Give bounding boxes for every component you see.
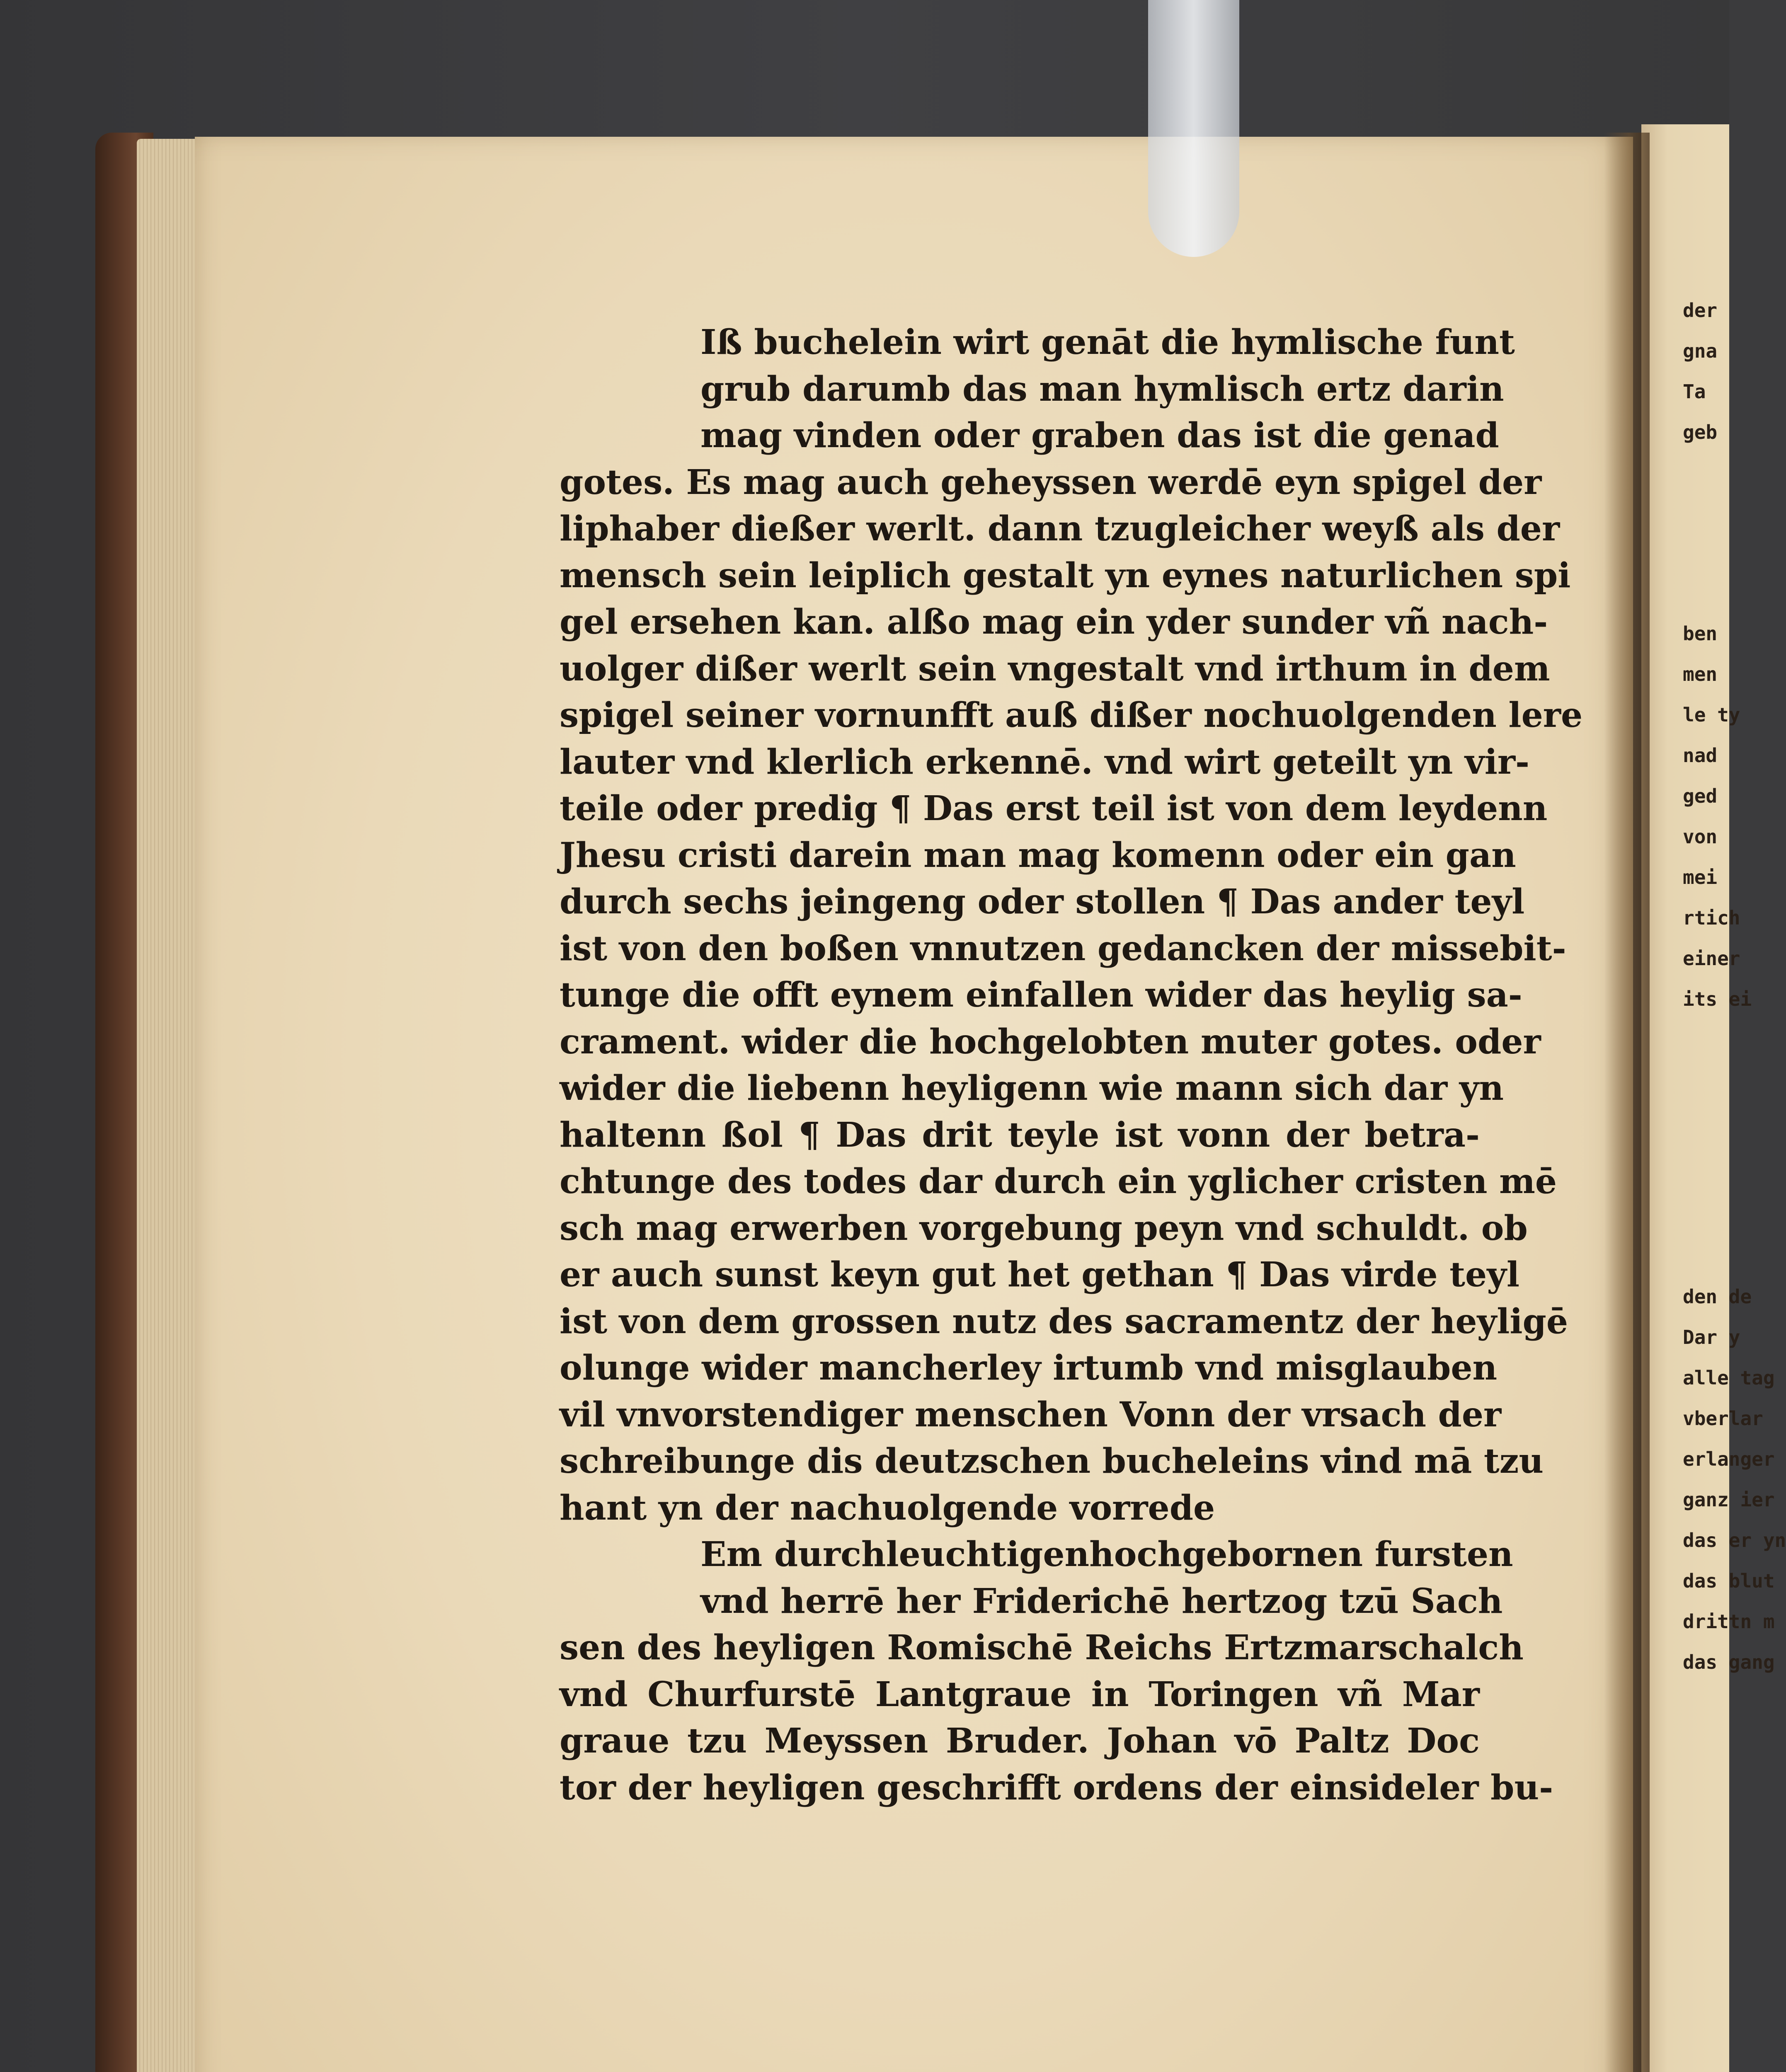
text-line: sen des heyligen Romischē Reichs Ertzmarschalch (560, 1628, 1524, 1668)
fragment-text: ged (1683, 785, 1718, 807)
text-line: schreibunge dis deutzschen bucheleins vind mā tzu (560, 1441, 1544, 1481)
fragment-text: men (1683, 663, 1718, 685)
text-line: Em durchleuchtigenhochgebornen fursten (700, 1535, 1513, 1574)
text-line: grub darumb das man hymlisch ertz darin (700, 369, 1504, 409)
fragment-text: gna (1683, 340, 1718, 362)
fragment-text: Ta (1683, 380, 1706, 403)
text-line: mensch sein leiplich gestalt yn eynes naturlichen spi (560, 555, 1571, 595)
text-line: lauter vnd klerlich erkennē. vnd wirt geteilt yn vir- (560, 742, 1530, 782)
fragment-text: einer (1683, 947, 1740, 970)
text-line: graue tzu Meyssen Bruder. Johan vō Paltz Doc (560, 1721, 1480, 1761)
text-line: Iß buchelein wirt genāt die hymlische funt (700, 322, 1515, 362)
text-line: crament. wider die hochgelobten muter gotes. oder (560, 1021, 1541, 1062)
text-line: vil vnvorstendiger menschen Vonn der vrsach der (560, 1394, 1502, 1435)
fragment-text: ben (1683, 622, 1718, 645)
fragment-text: ganz ier (1683, 1489, 1775, 1511)
fragment-text: von (1683, 825, 1718, 848)
text-line: gotes. Es mag auch geheyssen werdē eyn spigel der (560, 462, 1542, 502)
text-line: gel ersehen kan. alßo mag ein yder sunder vñ nach- (560, 602, 1548, 642)
fragment-text: Dar y (1683, 1326, 1740, 1348)
text-line: chtunge des todes dar durch ein yglicher cristen mē (560, 1162, 1557, 1201)
fragment-text: its ei (1683, 988, 1752, 1010)
text-line: tunge die offt eynem einfallen wider das heylig sa- (560, 975, 1522, 1015)
fragment-text: das blut (1683, 1570, 1775, 1592)
text-line: sch mag erwerben vorgebung peyn vnd schuldt. ob (560, 1208, 1528, 1248)
text-line: vnd herrē her Friderichē hertzog tzū Sach (700, 1581, 1503, 1621)
fragment-text: le ty (1683, 704, 1740, 726)
fragment-text: geb (1683, 421, 1718, 443)
fragment-text: nad (1683, 744, 1718, 767)
text-line: Jhesu cristi darein man mag komenn oder ein gan (560, 835, 1516, 875)
text-line: wider die liebenn heyligenn wie mann sich dar yn (560, 1068, 1504, 1108)
text-line: spigel seiner vornunfft auß dißer nochuolgenden lere (560, 695, 1583, 735)
text-line: liphaber dießer werlt. dann tzugleicher weyß als der (560, 509, 1560, 549)
right-page-fragments-middle (1683, 613, 1752, 1019)
text-line: mag vinden oder graben das ist die genad (700, 416, 1499, 455)
text-line: durch sechs jeingeng oder stollen ¶ Das ander teyl (560, 882, 1525, 922)
fragment-text: vberlar (1683, 1407, 1763, 1430)
book-weight-top (1148, 0, 1239, 257)
text-line: haltenn ßol ¶ Das drit teyle ist vonn der betra- (560, 1115, 1480, 1155)
fragment-text: der (1683, 299, 1718, 322)
right-page-fragments-bottom (1683, 1276, 1786, 1682)
page-gutter-shadow (1604, 133, 1650, 2072)
text-line: uolger dißer werlt sein vngestalt vnd irthum in dem (560, 649, 1550, 689)
right-page-fragments-top (1683, 290, 1729, 453)
text-line: er auch sunst keyn gut het gethan ¶ Das virde teyl (560, 1255, 1520, 1295)
main-text-block (560, 319, 1583, 1811)
fragment-text: alle tag (1683, 1367, 1775, 1389)
fragment-text: erlanger (1683, 1448, 1775, 1470)
text-line: olunge wider mancherley irtumb vnd misglauben (560, 1348, 1498, 1388)
fragment-text: das gang (1683, 1651, 1775, 1673)
text-line: ist von dem grossen nutz des sacramentz der heyligē (560, 1301, 1568, 1341)
fragment-text: drittn m (1683, 1610, 1775, 1633)
fragment-text: mei (1683, 866, 1718, 888)
text-line: ist von den boßen vnnutzen gedancken der missebit- (560, 928, 1566, 968)
text-line: vnd Churfurstē Lantgraue in Toringen vñ Mar (560, 1674, 1480, 1714)
text-line: teile oder predig ¶ Das erst teil ist von dem leydenn (560, 789, 1548, 828)
text-line: tor der heyligen geschrifft ordens der einsideler bu- (560, 1767, 1553, 1808)
fragment-text: das er yn (1683, 1529, 1786, 1552)
fragment-text: rtich (1683, 907, 1740, 929)
fragment-text: den de (1683, 1285, 1752, 1308)
text-line: hant yn der nachuolgende vorrede (560, 1488, 1215, 1528)
